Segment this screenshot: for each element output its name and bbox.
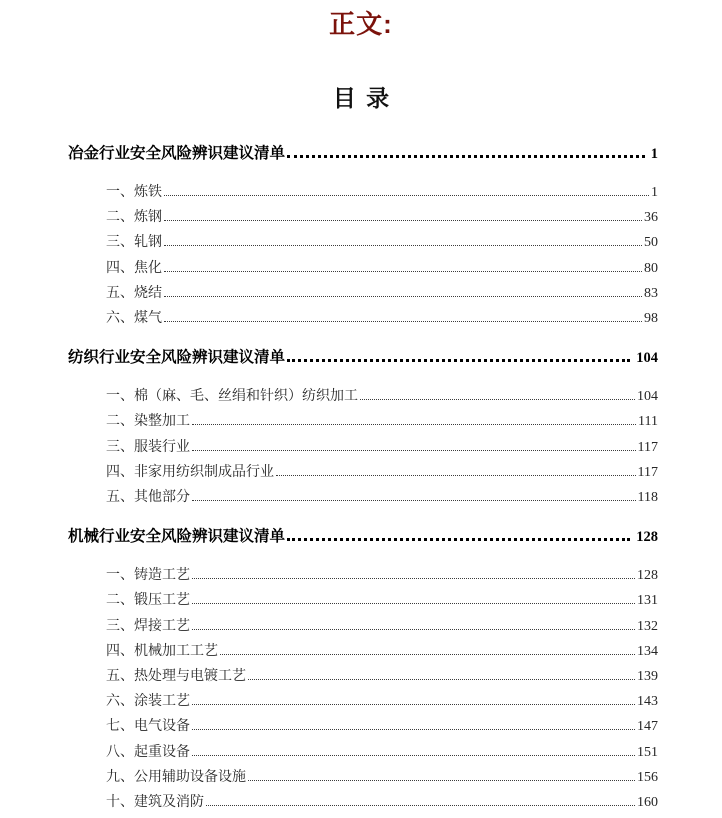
toc-entry-label: 一、棉（麻、毛、丝绢和针织）纺织加工 xyxy=(106,389,358,405)
toc-page-number: 151 xyxy=(637,744,658,760)
dot-leader xyxy=(164,245,642,246)
toc-page-number: 156 xyxy=(637,769,658,785)
toc-entry-label: 五、其他部分 xyxy=(106,490,190,506)
toc-page-number: 143 xyxy=(637,694,658,710)
toc-entry[interactable] xyxy=(68,281,658,306)
toc-entry[interactable] xyxy=(68,230,658,255)
toc-page-number: 160 xyxy=(637,795,658,811)
toc-page-number: 139 xyxy=(637,669,658,685)
dot-leader xyxy=(206,805,635,806)
toc-page-number: 104 xyxy=(636,350,658,367)
toc-entry-label: 四、焦化 xyxy=(106,260,162,276)
dot-leader xyxy=(192,729,635,730)
toc-entry[interactable] xyxy=(68,790,658,815)
toc-entry[interactable] xyxy=(68,256,658,281)
toc-page-number: 104 xyxy=(637,389,658,405)
toc-entry[interactable] xyxy=(68,205,658,230)
toc-entry[interactable] xyxy=(68,740,658,765)
toc-entry[interactable] xyxy=(68,689,658,714)
toc-page-number: 147 xyxy=(637,719,658,735)
toc-entry-label: 三、轧钢 xyxy=(106,235,162,251)
toc-entry[interactable] xyxy=(68,306,658,331)
toc-page-number: 117 xyxy=(637,464,658,480)
toc-page-number: 132 xyxy=(637,618,658,634)
toc-entry-label: 五、热处理与电镀工艺 xyxy=(106,669,246,685)
toc-entry-label: 六、涂装工艺 xyxy=(106,694,190,710)
toc-entry-label: 四、非家用纺织制成品行业 xyxy=(106,464,274,480)
toc-page-number: 98 xyxy=(644,311,658,327)
dot-leader xyxy=(220,654,635,655)
dot-leader xyxy=(164,296,642,297)
toc-page-number: 1 xyxy=(651,185,658,200)
toc-entry[interactable] xyxy=(68,614,658,639)
toc-section-title: 冶金行业安全风险辨识建议清单 xyxy=(68,145,286,162)
toc-entry-label: 三、服装行业 xyxy=(106,439,190,455)
table-of-contents xyxy=(0,142,722,815)
toc-entry-label: 二、染整加工 xyxy=(106,414,190,430)
toc-section-title: 纺织行业安全风险辨识建议清单 xyxy=(68,349,286,367)
toc-entry-label: 二、炼钢 xyxy=(106,210,162,226)
toc-entry[interactable] xyxy=(68,664,658,689)
toc-entry[interactable] xyxy=(68,639,658,664)
dot-leader xyxy=(248,780,635,781)
toc-entry-label: 七、电气设备 xyxy=(106,719,190,735)
dot-leader xyxy=(287,538,630,541)
toc-entry-label: 一、炼铁 xyxy=(106,185,162,200)
toc-entry-label: 一、铸造工艺 xyxy=(106,568,190,584)
dot-leader xyxy=(164,195,649,196)
toc-page-number: 80 xyxy=(644,260,658,276)
toc-entry[interactable] xyxy=(68,485,658,510)
toc-page-number: 50 xyxy=(644,235,658,251)
toc-entry-label: 九、公用辅助设备设施 xyxy=(106,769,246,785)
dot-leader xyxy=(192,603,635,604)
toc-entry-label: 八、起重设备 xyxy=(106,744,190,760)
toc-heading: 目录 xyxy=(332,86,400,111)
toc-page-number: 36 xyxy=(644,210,658,226)
toc-page-number: 83 xyxy=(644,285,658,301)
body-text-label: 正文: xyxy=(329,9,393,39)
toc-section-textile[interactable] xyxy=(68,346,658,370)
toc-entry[interactable] xyxy=(68,435,658,460)
dot-leader xyxy=(164,271,642,272)
toc-page-number: 134 xyxy=(637,643,658,659)
toc-entry-label: 四、机械加工工艺 xyxy=(106,643,218,659)
dot-leader xyxy=(164,321,642,322)
toc-page-number: 1 xyxy=(650,146,658,162)
dot-leader xyxy=(192,629,635,630)
dot-leader xyxy=(192,500,636,501)
toc-entry[interactable] xyxy=(68,765,658,790)
toc-page-number: 117 xyxy=(637,439,658,455)
dot-leader xyxy=(192,424,636,425)
dot-leader xyxy=(248,679,635,680)
dot-leader xyxy=(287,359,630,362)
dot-leader xyxy=(164,220,642,221)
toc-page-number: 128 xyxy=(637,568,658,584)
toc-page-number: 131 xyxy=(637,593,658,609)
toc-page-number: 118 xyxy=(637,490,658,506)
toc-section-metallurgy[interactable] xyxy=(68,142,658,166)
toc-section-machinery[interactable] xyxy=(68,525,658,549)
toc-entry[interactable] xyxy=(68,409,658,434)
dot-leader xyxy=(287,155,645,158)
toc-page-number: 128 xyxy=(636,529,658,546)
dot-leader xyxy=(192,704,635,705)
toc-entry-label: 五、烧结 xyxy=(106,285,162,301)
toc-entry[interactable] xyxy=(68,714,658,739)
toc-entry[interactable] xyxy=(68,563,658,588)
dot-leader xyxy=(276,475,636,476)
dot-leader xyxy=(360,399,635,400)
toc-section-title: 机械行业安全风险辨识建议清单 xyxy=(68,528,286,546)
dot-leader xyxy=(192,755,635,756)
toc-entry-label: 六、煤气 xyxy=(106,311,162,327)
toc-entry[interactable] xyxy=(68,384,658,409)
toc-entry[interactable] xyxy=(68,460,658,485)
toc-entry[interactable] xyxy=(68,180,658,205)
toc-entry-label: 二、锻压工艺 xyxy=(106,593,190,609)
toc-entry[interactable] xyxy=(68,588,658,613)
dot-leader xyxy=(192,450,636,451)
toc-entry-label: 十、建筑及消防 xyxy=(106,795,204,811)
dot-leader xyxy=(192,578,635,579)
toc-page-number: 111 xyxy=(638,414,658,430)
toc-entry-label: 三、焊接工艺 xyxy=(106,618,190,634)
